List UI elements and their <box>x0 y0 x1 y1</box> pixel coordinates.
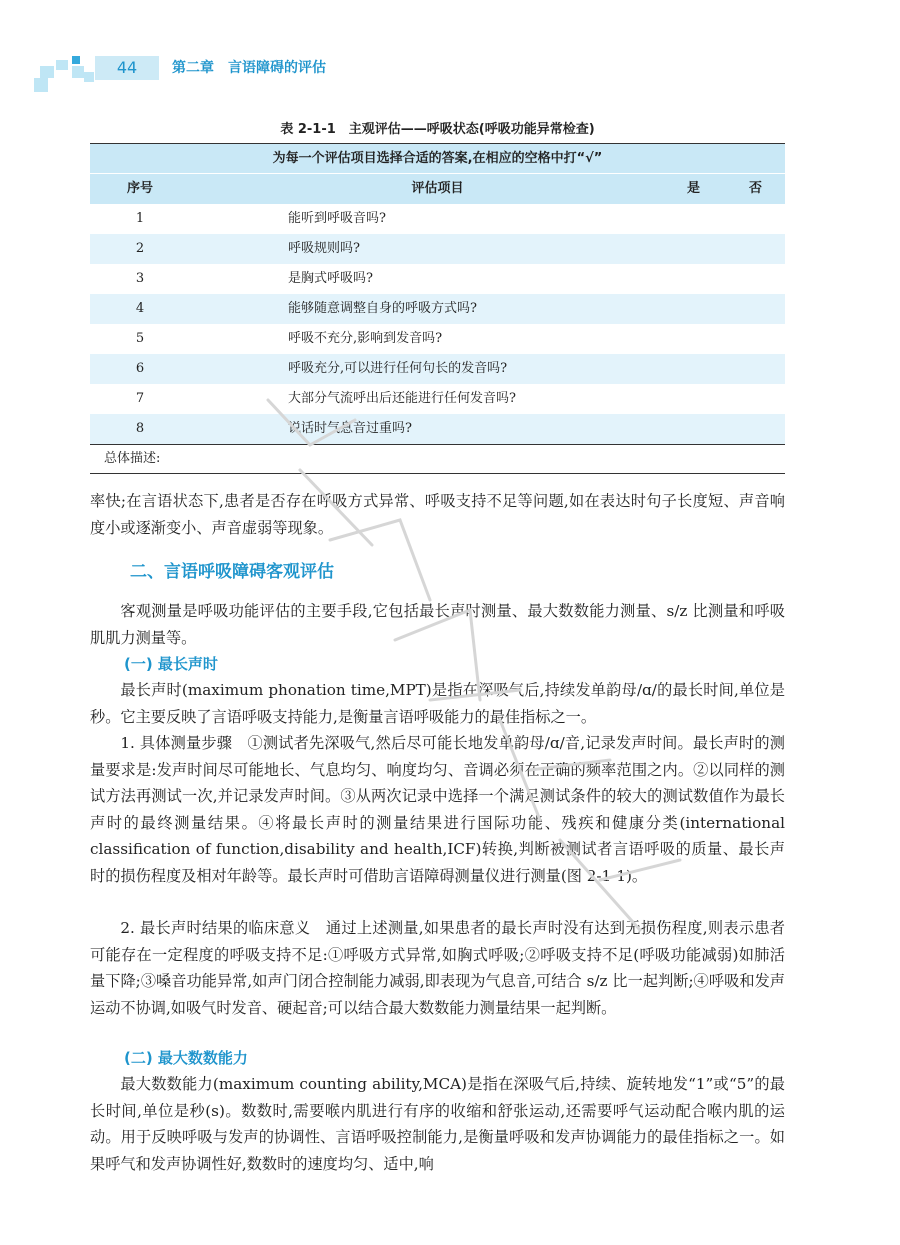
chapter-title: 第二章 言语障碍的评估 <box>172 60 326 76</box>
table-row <box>90 414 785 444</box>
row-number: 1 <box>135 211 145 226</box>
row-number: 5 <box>135 331 145 346</box>
col-header-no: 序号 <box>126 181 153 196</box>
table-row <box>90 234 785 264</box>
header-decor-square <box>84 72 94 82</box>
table-row <box>90 384 785 414</box>
table-instruction: 为每一个评估项目选择合适的答案,在相应的空格中打“√” <box>90 144 785 173</box>
row-number: 8 <box>135 421 145 436</box>
row-number: 6 <box>135 361 145 376</box>
intro-paragraph: 客观测量是呼吸功能评估的主要手段,它包括最长声时测量、最大数数能力测量、s/z 比测量和呼吸肌肌力测量等。 <box>90 602 785 647</box>
subsection-heading-mpt: (一) 最长声时 <box>124 655 218 673</box>
col-header-item: 评估项目 <box>411 181 464 196</box>
header-decor-square <box>40 66 54 78</box>
row-item: 说话时气息音过重吗? <box>288 421 412 436</box>
header-decor-square <box>34 78 48 92</box>
row-number: 4 <box>135 301 145 316</box>
page-number: 44 <box>95 56 159 80</box>
col-header-yes: 是 <box>687 181 701 196</box>
mpt-clinical-meaning: 2. 最长声时结果的临床意义 通过上述测量,如果患者的最长声时没有达到无损伤程度,则表示患者可能存在一定程度的呼吸支持不足:①呼吸方式异常,如胸式呼吸;②呼吸支持不足(呼吸功能减弱)如肺活量下降;③嗓音功能异常,如声门闭合控制能力减弱,即表现为气息音,可结合 s/z 比一起判断;④呼吸和发声运动不协调,如吸气时发音、硬起音;可以结合最大数数能力测量结果一起判断。 <box>90 919 785 1017</box>
row-number: 2 <box>135 241 145 256</box>
assessment-table <box>90 143 785 474</box>
table-row <box>90 204 785 234</box>
mpt-steps: 1. 具体测量步骤 ①测试者先深吸气,然后尽可能长地发单韵母/ɑ/音,记录发声时间。最长声时的测量要求是:发声时间尽可能地长、气息均匀、响度均匀、音调必须在正确的频率范围之内。②以同样的测试方法再测试一次,并记录发声时间。③从两次记录中选择一个满足测试条件的较大的测试数值作为最长声时的最终测量结果。④将最长声时的测量结果进行国际功能、残疾和健康分类(international classification of function,disability and health,ICF)转换,判断被测试者言语呼吸的质量、最长声时的损伤程度及相对年龄等。最长声时可借助言语障碍测量仪进行测量(图 2-1-1)。 <box>90 734 785 885</box>
table-caption: 表 2-1-1 主观评估——呼吸状态(呼吸功能异常检查) <box>280 122 595 137</box>
header-decor-square <box>72 56 80 64</box>
header-decor-square <box>56 60 68 70</box>
row-item: 呼吸不充分,影响到发音吗? <box>288 331 443 346</box>
table-summary: 总体描述: <box>90 444 785 473</box>
section-heading: 二、言语呼吸障碍客观评估 <box>130 562 334 582</box>
continuation-paragraph: 率快;在言语状态下,患者是否存在呼吸方式异常、呼吸支持不足等问题,如在表达时句子长度短、声音响度小或逐渐变小、声音虚弱等现象。 <box>90 492 785 537</box>
table-header-row <box>90 173 785 204</box>
mca-definition: 最大数数能力(maximum counting ability,MCA)是指在深吸气后,持续、旋转地发“1”或“5”的最长时间,单位是秒(s)。数数时,需要喉内肌进行有序的收缩和舒张运动,还需要呼气运动配合喉内肌的运动。用于反映呼吸与发声的协调性、言语呼吸控制能力,是衡量呼吸和发声协调能力的最佳指标之一。如果呼气和发声协调性好,数数时的速度均匀、适中,响 <box>90 1075 785 1173</box>
col-header-no-answer: 否 <box>749 181 763 196</box>
row-item: 是胸式呼吸吗? <box>288 271 373 286</box>
row-item: 能听到呼吸音吗? <box>288 211 386 226</box>
row-item: 大部分气流呼出后还能进行任何发音吗? <box>288 391 516 406</box>
table-row <box>90 354 785 384</box>
row-item: 呼吸规则吗? <box>288 241 360 256</box>
table-row <box>90 294 785 324</box>
row-number: 7 <box>135 391 145 406</box>
row-number: 3 <box>135 271 145 286</box>
row-item: 呼吸充分,可以进行任何句长的发音吗? <box>288 361 508 376</box>
header-decor-square <box>72 66 84 78</box>
row-item: 能够随意调整自身的呼吸方式吗? <box>288 301 477 316</box>
mpt-definition: 最长声时(maximum phonation time,MPT)是指在深吸气后,持续发单韵母/ɑ/的最长时间,单位是秒。它主要反映了言语呼吸支持能力,是衡量言语呼吸能力的最佳指标之一。 <box>90 681 785 726</box>
table-row <box>90 324 785 354</box>
subsection-heading-mca: (二) 最大数数能力 <box>124 1049 248 1067</box>
table-row <box>90 264 785 294</box>
